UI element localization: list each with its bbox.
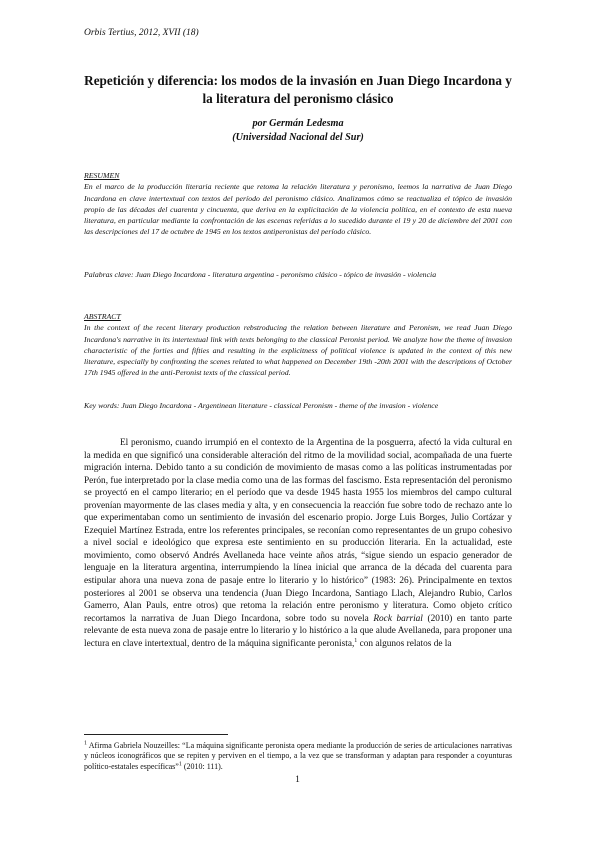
novel-title: Rock barrial [373,613,423,624]
body-paragraph: El peronismo, cuando irrumpió en el contexto de la Argentina de la posguerra, afectó la vida cultural en la medida en que significó una considerable alteración del ritmo de la movilidad social, acompañada de una fuerte migración interna. Debido tanto a su condición de movimiento de masas como a las políticas instrumentadas por Perón, fue interpretado por la clase media como una de las formas del fascismo. Esta representación del peronismo se proyectó en el campo literario; en el período que va desde 1945 hasta 1955 los miembros del campo cultural provenían mayormente de las clases media y alta, y en consecuencia la reacción fue sobre todo de rechazo ante lo que experimentaban como un sentimiento de invasión del escenario propio. Jorge Luis Borges, Julio Cortázar y Ezequiel Martínez Estrada, entre los referentes principales, se reconían como representantes de un grupo cohesivo a nivel social e ideológico que expresa este sentimiento en su producción literaria. En la actualidad, este movimiento, como observó Andrés Avellaneda hace veinte años atrás, “sigue siendo un espacio generador de lenguaje en la literatura argentina, interrumpiendo la línea inicial que arranca de la década del cuarenta para estipular ahora una nueva zona de pasaje entre lo literario y lo histórico” (1983: 26). Principalmente en textos posteriores al 2001 se observa una tendencia (Juan Diego Incardona, Santiago Llach, Alejandro Rubio, Carlos Gamerro, Alan Pauls, entre otros) que retoma la relación entre peronismo y literatura. Como objeto crítico recortamos la narrativa de Juan Diego Incardona, sobre todo su novela Rock barrial (2010) en tanto parte relevante de esta nueva zona de pasaje entre lo literario y lo histórico a la que alude Avellaneda, para proponer una lectura en clave intertextual, dentro de la máquina significante peronista,$^1$ con algunos relatos de la [84,438,513,649]
author-affiliation: (Universidad Nacional del Sur) [232,132,364,143]
journal-header: Orbis Tertius, 2012, XVII (18) [84,28,199,38]
author-block [84,117,512,145]
article-title: Repetición y diferencia: los modos de la invasión en Juan Diego Incardona y la literatura del peronismo clásico [84,73,512,106]
abstract-keywords: Key words: Juan Diego Incardona - Argentinean literature - classical Peronism - theme of the invasion - violence [84,401,439,410]
footnote [84,741,512,772]
footnote-divider [84,734,228,735]
footnote-inner-marker: 1 [178,760,182,767]
footnote-citation: (2010: 111). [183,761,223,771]
footnote-text: Afirma Gabriela Nouzeilles: “La máquina significante peronista opera mediante la producción de series de articulaciones narrativas y núcleos iconográficos que se repiten y perviven en el tiempo, a la vez que se transforman y adaptan para responder a coyunturas político-estatales específicas” [84,741,512,771]
resumen-heading: RESUMEN [84,171,120,180]
abstract-heading: ABSTRACT [84,312,121,321]
resumen-keywords: Palabras clave: Juan Diego Incardona - literatura argentina - peronismo clásico - tópico de invasión - violencia [84,270,437,279]
abstract-text: In the context of the recent literary production rebstroducing the relation between literature and Peronism, we read Juan Diego Incardona's narrative in its intertextual link with texts belonging to the classical Peronist period. We analyze how the theme of invasion characteristic of the forties and fifties and resulting in the explicitness of political violence is updated in the context of this new literature, especially by confronting the scenes related to what happened on December 19th -20th 2001 with the descriptions of October 17th 1945 offered in the anti-Peronist texts of the classical period. [84,323,512,378]
resumen-section [84,170,512,238]
abstract-section [84,311,512,379]
page-number: 1 [295,775,300,785]
body-text [84,437,512,650]
footnote-marker: 1 [84,740,87,747]
resumen-text: En el marco de la producción literaria reciente que retoma la relación literatura y peronismo, leemos la narrativa de Juan Diego Incardona en clave intertextual con textos del período del peronismo clásico. Analizamos cómo se reactualiza el tópico de invasión propio de las décadas del cuarenta y cincuenta, que deriva en la explicitación de la violencia política, en el contexto de esta nueva literatura, en particular mediante la confrontación de las escenas referidas a lo sucedido durante el 19 y 20 de diciembre del 2001 con las descripciones del 17 de octubre de 1945 en los textos antiperonistas del período clásico. [84,182,512,237]
footnote-reference[interactable]: 1 [354,637,358,644]
author-name: por Germán Ledesma [252,118,344,129]
